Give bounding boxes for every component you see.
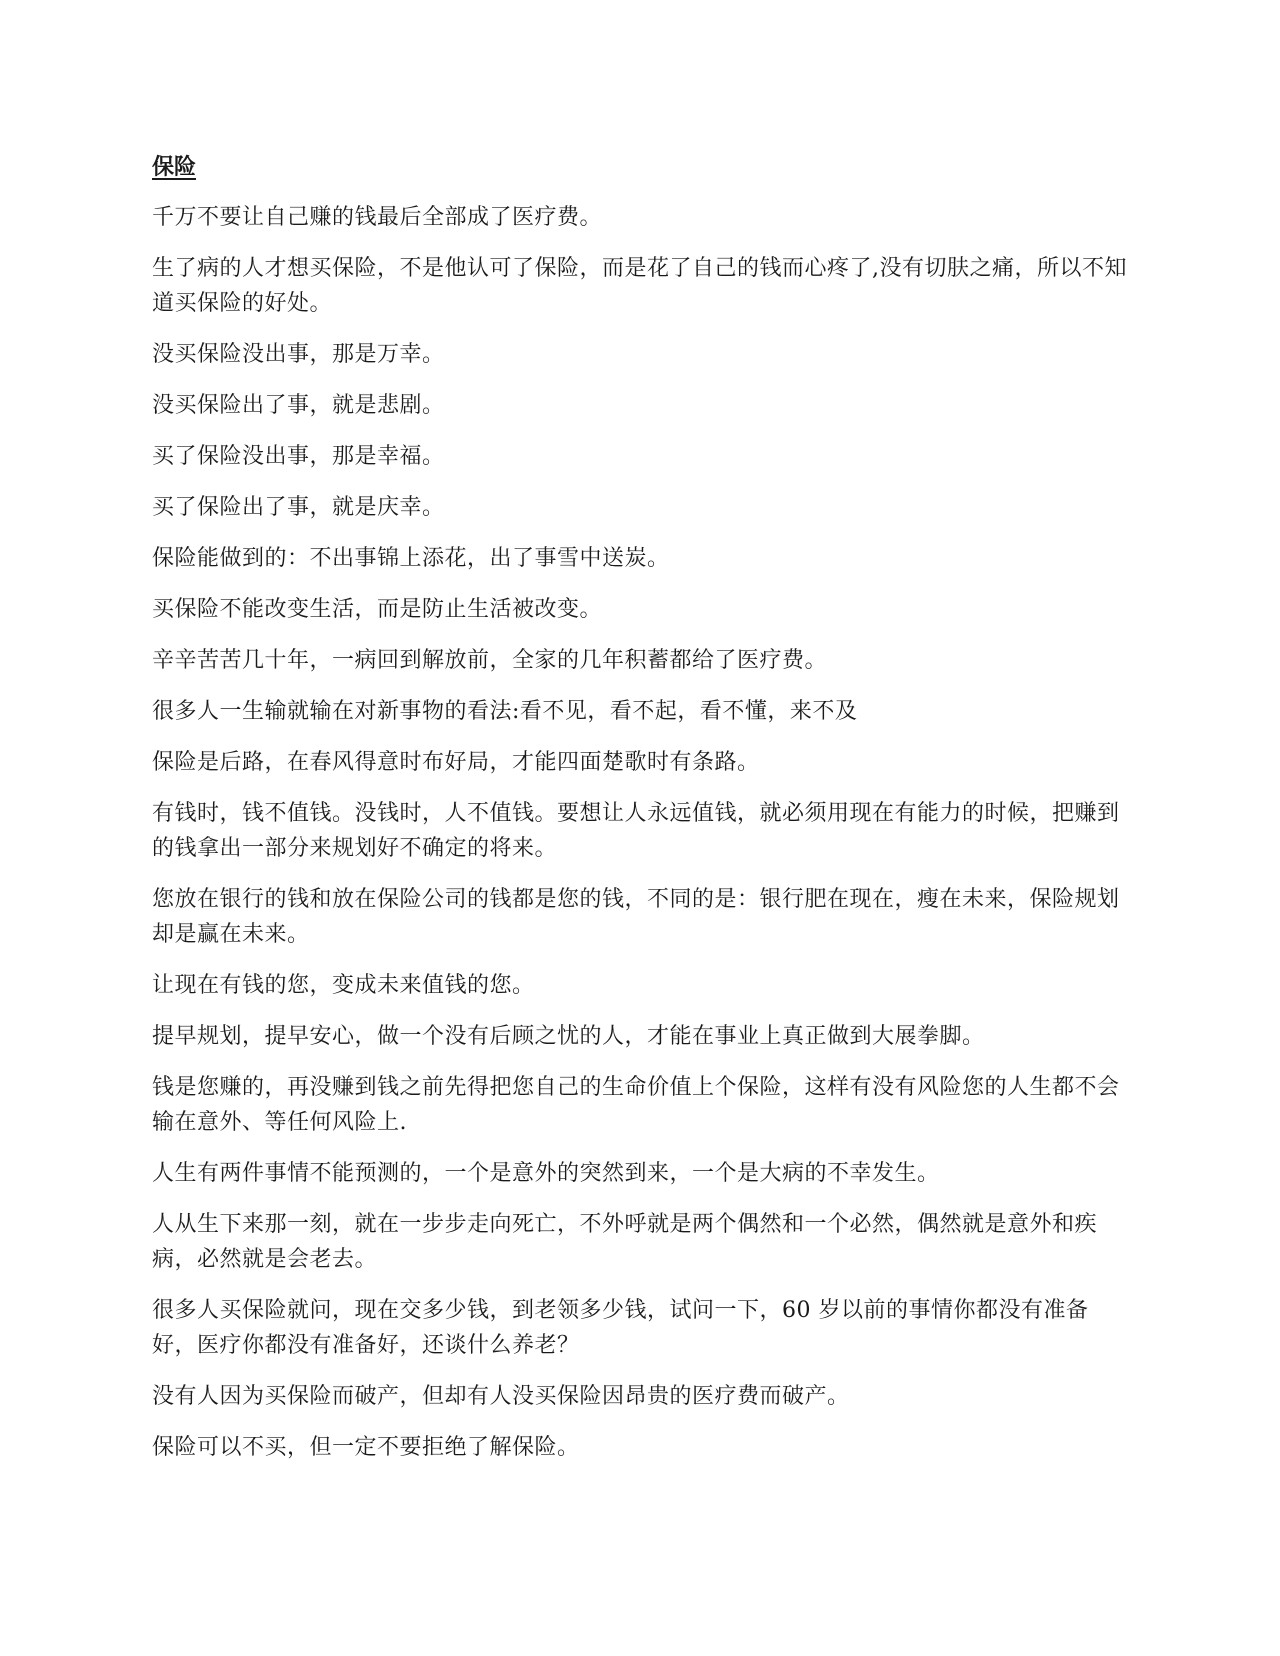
paragraph: 您放在银行的钱和放在保险公司的钱都是您的钱，不同的是：银行肥在现在，瘦在未来，保险规划却是赢在未来。 (152, 887, 1120, 947)
document-title: 保险 (152, 155, 197, 180)
paragraph: 生了病的人才想买保险，不是他认可了保险，而是花了自己的钱而心疼了,没有切肤之痛，所以不知道买保险的好处。 (152, 256, 1127, 316)
paragraph: 保险是后路，在春风得意时布好局，才能四面楚歌时有条路。 (152, 750, 760, 775)
paragraph: 保险可以不买，但一定不要拒绝了解保险。 (152, 1435, 580, 1460)
paragraph: 人从生下来那一刻，就在一步步走向死亡，不外呼就是两个偶然和一个必然，偶然就是意外和疾病，必然就是会老去。 (152, 1212, 1098, 1272)
paragraph: 钱是您赚的，再没赚到钱之前先得把您自己的生命价值上个保险，这样有没有风险您的人生都不会输在意外、等任何风险上. (152, 1075, 1120, 1135)
paragraph: 有钱时，钱不值钱。没钱时，人不值钱。要想让人永远值钱，就必须用现在有能力的时候，把赚到的钱拿出一部分来规划好不确定的将来。 (152, 801, 1120, 861)
paragraph: 很多人一生输就输在对新事物的看法:看不见，看不起，看不懂，来不及 (152, 699, 858, 724)
paragraph: 买了保险出了事，就是庆幸。 (152, 495, 445, 520)
paragraph: 没买保险没出事，那是万幸。 (152, 342, 445, 367)
paragraph: 让现在有钱的您，变成未来值钱的您。 (152, 973, 535, 998)
paragraph: 没买保险出了事，就是悲剧。 (152, 393, 445, 418)
paragraph: 提早规划，提早安心，做一个没有后顾之忧的人，才能在事业上真正做到大展拳脚。 (152, 1024, 985, 1049)
paragraph: 千万不要让自己赚的钱最后全部成了医疗费。 (152, 205, 603, 230)
paragraph: 保险能做到的：不出事锦上添花，出了事雪中送炭。 (152, 546, 670, 571)
paragraph: 买保险不能改变生活，而是防止生活被改变。 (152, 597, 603, 622)
paragraph: 没有人因为买保险而破产，但却有人没买保险因昂贵的医疗费而破产。 (152, 1384, 850, 1409)
paragraph: 辛辛苦苦几十年，一病回到解放前，全家的几年积蓄都给了医疗费。 (152, 648, 828, 673)
paragraph: 买了保险没出事，那是幸福。 (152, 444, 445, 469)
paragraph: 很多人买保险就问，现在交多少钱，到老领多少钱，试问一下，60 岁以前的事情你都没有准备好，医疗你都没有准备好，还谈什么养老？ (152, 1298, 1089, 1358)
paragraph: 人生有两件事情不能预测的，一个是意外的突然到来，一个是大病的不幸发生。 (152, 1161, 940, 1186)
